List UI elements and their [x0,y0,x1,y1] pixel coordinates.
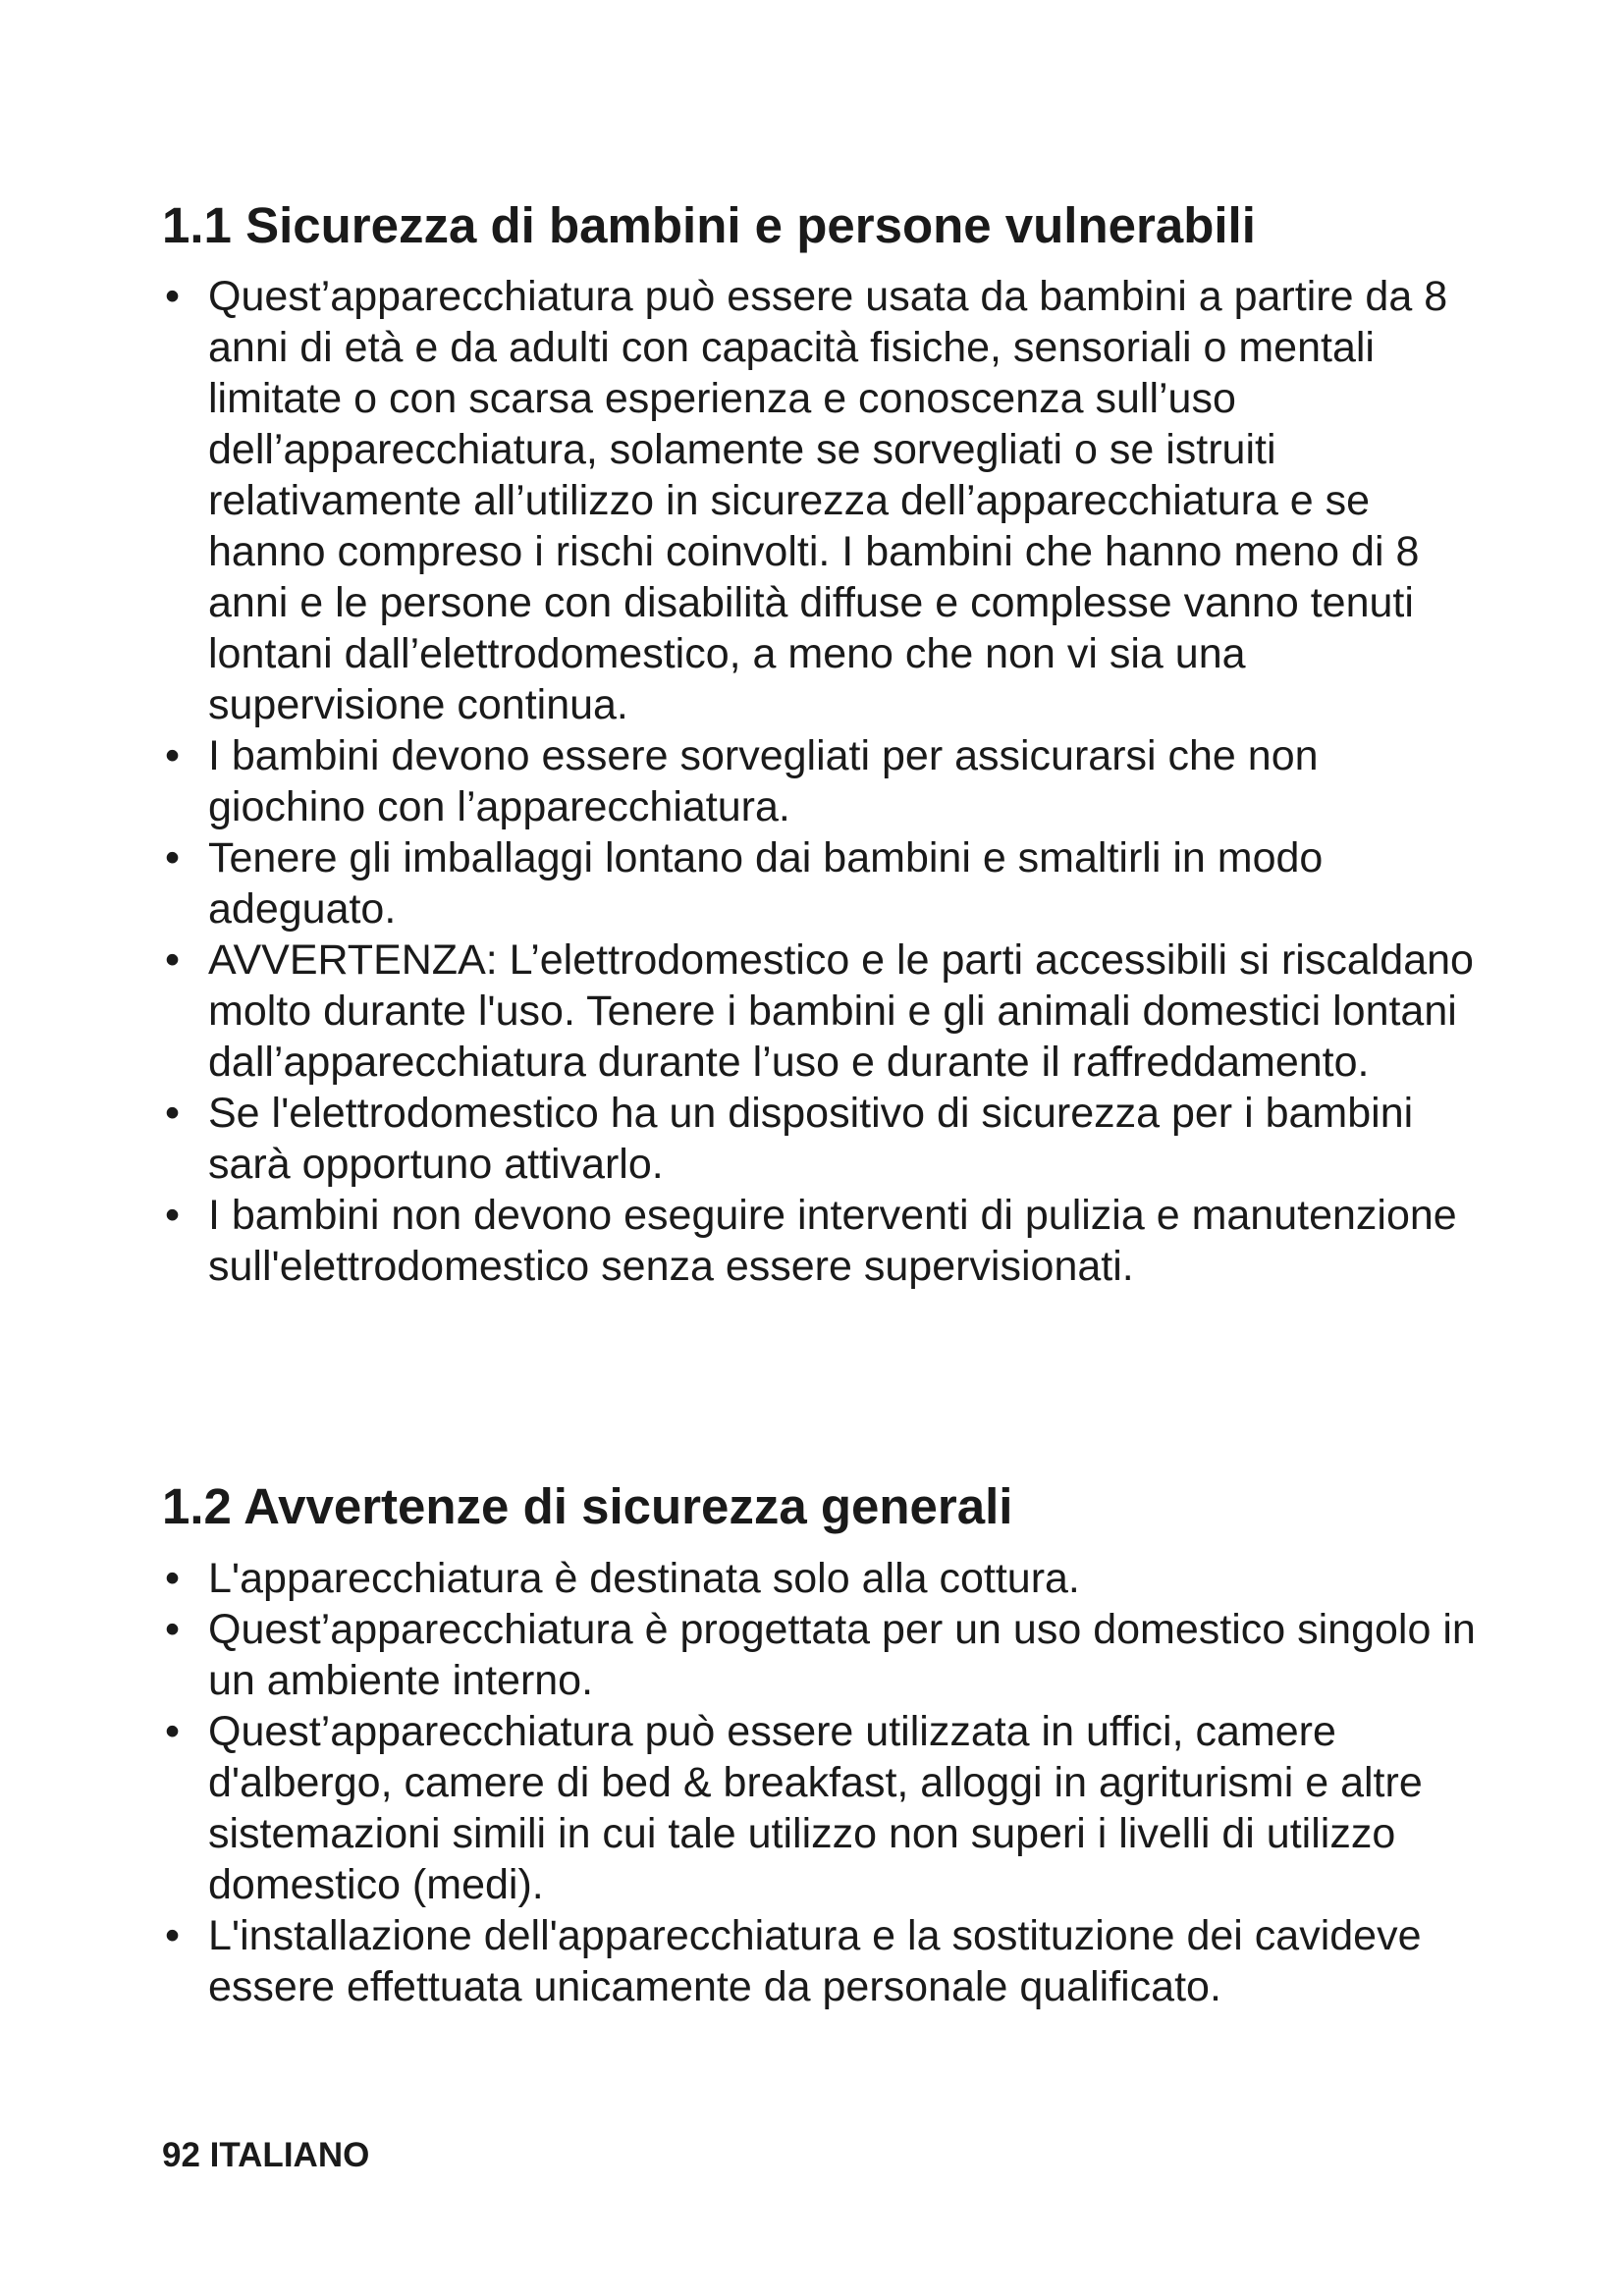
list-item-text: • Quest’apparecchiatura è progettata per un uso domestico singolo in un ambiente interno. [208,1606,1476,1704]
list-item [162,271,1478,730]
list-item [162,934,1478,1088]
list-item-text: • Quest’apparecchiatura può essere utilizzata in uffici, camere d'albergo, camere di bed & breakfast, alloggi in agriturismi e altre sistemazioni simili in cui tale utilizzo non superi i livelli di utilizzo domestico (medi). [208,1708,1423,1908]
list-item [162,1088,1478,1190]
list-item [162,1706,1478,1910]
child-safety-list [162,271,1478,1292]
list-item-text: • AVVERTENZA: L’elettrodomestico e le parti accessibili si riscaldano molto durante l'uso. Tenere i bambini e gli animali domestici lontani dall’apparecchiatura durante l’uso e durante il raffreddamento. [208,936,1474,1086]
list-item [162,832,1478,934]
list-item-text: • I bambini non devono eseguire interventi di pulizia e manutenzione sull'elettrodomestico senza essere supervisionati. [208,1192,1457,1290]
list-item-text: • Se l'elettrodomestico ha un dispositivo di sicurezza per i bambini sarà opportuno attivarlo. [208,1090,1414,1188]
page-footer-label: 92 ITALIANO [162,2136,370,2174]
list-item [162,1553,1478,1604]
list-item-text: • L'installazione dell'apparecchiatura e la sostituzione dei cavideve essere effettuata unicamente da personale qualificato. [208,1912,1422,2010]
list-item-text: • L'apparecchiatura è destinata solo alla cottura. [208,1555,1080,1602]
list-item-text: • Tenere gli imballaggi lontano dai bambini e smaltirli in modo adeguato. [208,834,1324,933]
list-item [162,1604,1478,1706]
general-safety-list [162,1553,1478,2012]
section-title-child-safety: 1.1 Sicurezza di bambini e persone vulnerabili [162,197,1256,253]
list-item [162,730,1478,832]
list-item-text: • I bambini devono essere sorvegliati per assicurarsi che non giochino con l’apparecchiatura. [208,732,1319,830]
list-item [162,1910,1478,2012]
list-item-text: • Quest’apparecchiatura può essere usata da bambini a partire da 8 anni di età e da adulti con capacità fisiche, sensoriali o mentali limitate o con scarsa esperienza e conoscenza sull’uso dell’apparecchiatura, solamente se sorvegliati o se istruiti relativamente all’utilizzo in sicurezza dell’apparecchiatura e se hanno compreso i rischi coinvolti. I bambini che hanno meno di 8 anni e le persone con disabilità diffuse e complesse vanno tenuti lontani dall’elettrodomestico, a meno che non vi sia una supervisione continua. [208,273,1448,728]
section-title-general-safety: 1.2 Avvertenze di sicurezza generali [162,1478,1013,1534]
list-item [162,1190,1478,1292]
